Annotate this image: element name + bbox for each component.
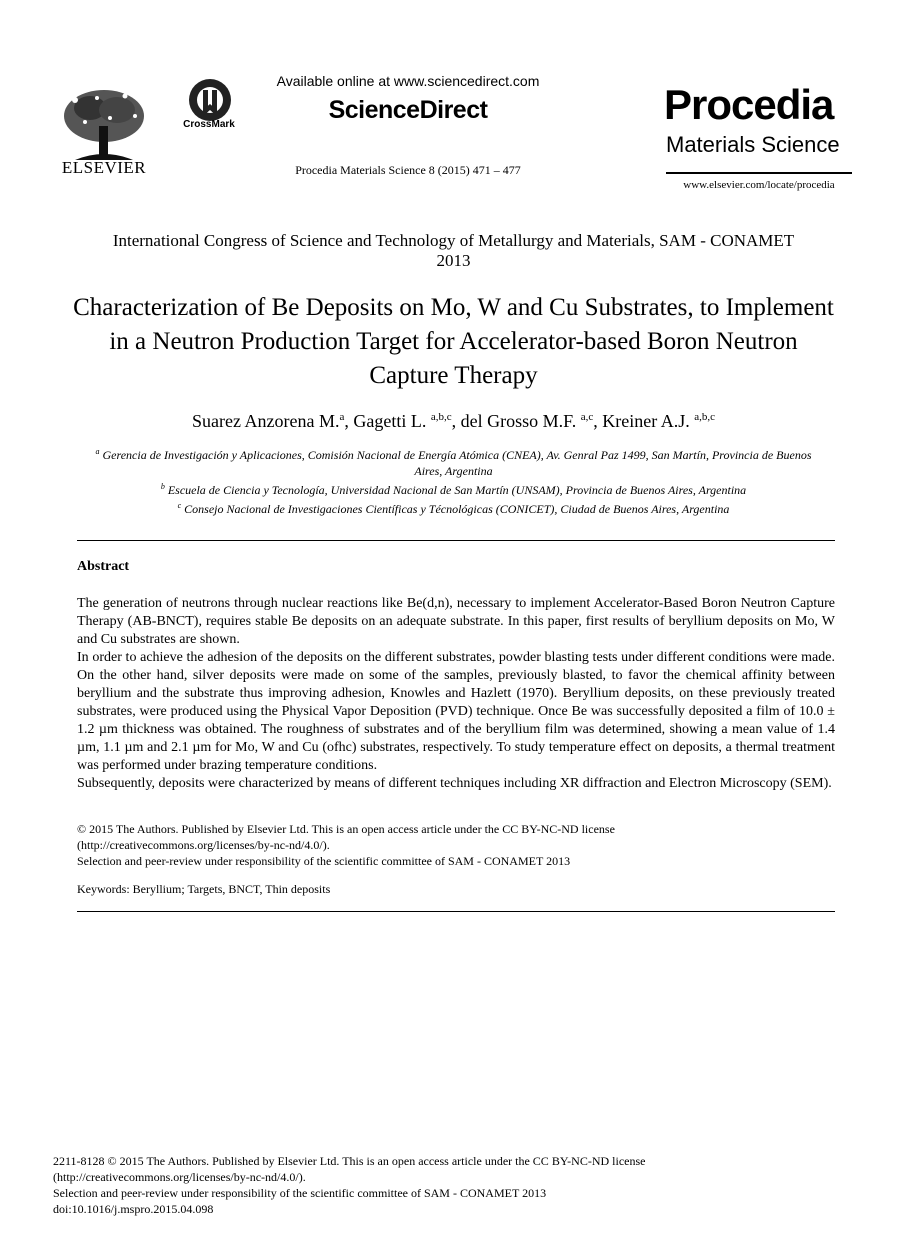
abstract-body	[77, 595, 835, 793]
peer-review-line: Selection and peer-review under responsibility of the scientific committee of SAM - CONAMET 2013	[77, 854, 571, 868]
author-name: del Grosso M.F.	[460, 411, 581, 431]
footer-issn-line: 2211-8128 © 2015 The Authors. Published by Elsevier Ltd. This is an open access article under the CC BY-NC-ND license	[53, 1154, 646, 1168]
affiliation-label: c	[177, 501, 182, 510]
author-name: Kreiner A.J.	[602, 411, 695, 431]
affiliation-text: Gerencia de Investigación y Aplicaciones, Comisión Nacional de Energía Atómica (CNEA), Av. Genral Paz 1499, San Martín, Provincia de Buenos Aires, Argentina	[102, 448, 812, 478]
license-block	[77, 821, 835, 869]
procedia-divider	[666, 172, 852, 174]
author-affil-marker: a,b,c	[694, 411, 715, 423]
license-link[interactable]: (http://creativecommons.org/licenses/by-nc-nd/4.0/).	[77, 838, 330, 852]
procedia-wordmark: Procedia	[664, 81, 834, 128]
abstract-paragraph: In order to achieve the adhesion of the deposits on the different substrates, powder blasting tests under different conditions were made. On the other hand, silver deposits were made on some of the samples, previously blasted, to favor the chemical affinity between beryllium and the substrate thus improving adhesion, Knowles and Hazlett (1970). Beryllium deposits, on these previously treated substrates, were produced using the Physical Vapor Deposition (PVD) technique. Once Be was successfully deposited a film of 10.0 ± 1.2 µm thickness was obtained. The roughness of substrates and of the beryllium film was determined, showing a mean value of 1.4 µm, 1.1 µm and 2.1 µm for Mo, W and Cu (ofhc) substrates, respectively. To study temperature effect on deposits, a thermal treatment was performed under brazing temperature conditions.	[77, 650, 835, 773]
affiliation-text: Escuela de Ciencia y Tecnología, Universidad Nacional de San Martín (UNSAM), Provincia de Buenos Aires, Argentina	[167, 483, 747, 497]
author-affil-marker: a	[339, 411, 345, 423]
author-affil-marker: a,b,c	[430, 411, 452, 423]
crossmark-label: CrossMark	[183, 119, 235, 130]
journal-citation: Procedia Materials Science 8 (2015) 471 – 477	[295, 163, 521, 177]
footer-peer-review: Selection and peer-review under responsibility of the scientific committee of SAM - CONAMET 2013	[53, 1186, 547, 1200]
author-name: Gagetti L.	[353, 411, 431, 431]
footer-doi[interactable]: doi:10.1016/j.mspro.2015.04.098	[53, 1202, 214, 1216]
congress-name: International Congress of Science and Technology of Metallurgy and Materials, SAM - CONAMET 2013	[112, 231, 795, 270]
page-footer	[53, 1153, 853, 1217]
author-separator: ,	[344, 411, 354, 431]
author-separator: ,	[451, 411, 461, 431]
affiliation-list	[85, 444, 822, 517]
author-name: Suarez Anzorena M.	[192, 411, 340, 431]
affiliation-item	[85, 498, 822, 517]
abstract-bottom-rule	[77, 911, 835, 912]
author-list	[70, 405, 837, 433]
footer-license-link[interactable]: (http://creativecommons.org/licenses/by-nc-nd/4.0/).	[53, 1170, 306, 1184]
affiliation-text: Consejo Nacional de Investigaciones Científicas y Técnológicas (CONICET), Ciudad de Buenos Aires, Argentina	[184, 502, 730, 516]
affiliation-item	[85, 444, 822, 479]
sciencedirect-wordmark[interactable]: ScienceDirect	[328, 96, 488, 124]
affiliation-label: b	[160, 482, 165, 491]
abstract-paragraph: The generation of neutrons through nuclear reactions like Be(d,n), necessary to implement Accelerator-Based Boron Neutron Capture Therapy (AB-BNCT), requires stable Be deposits on an adequate substrate. In this paper, first results of beryllium deposits on Mo, W and Cu substrates are shown.	[77, 596, 835, 647]
procedia-url[interactable]: www.elsevier.com/locate/procedia	[683, 179, 835, 191]
affiliation-label: a	[95, 447, 100, 456]
paper-title: Characterization of Be Deposits on Mo, W and Cu Substrates, to Implement in a Neutron Production Target for Accelerator-based Boron Neutron Capture Therapy	[73, 294, 834, 389]
affiliation-item	[85, 479, 822, 498]
available-online-text: Available online at www.sciencedirect.com	[276, 73, 540, 89]
license-line: © 2015 The Authors. Published by Elsevier Ltd. This is an open access article under the CC BY-NC-ND license	[77, 822, 615, 836]
abstract-heading: Abstract	[77, 559, 130, 574]
abstract-paragraph: Subsequently, deposits were characterized by means of different techniques including XR diffraction and Electron Microscopy (SEM).	[77, 776, 832, 791]
abstract-top-rule	[77, 540, 835, 541]
author-affil-marker: a,c	[580, 411, 594, 423]
author-separator: ,	[593, 411, 603, 431]
procedia-subtitle: Materials Science	[666, 132, 840, 157]
keywords: Keywords: Beryllium; Targets, BNCT, Thin deposits	[77, 882, 331, 896]
elsevier-wordmark: ELSEVIER	[61, 158, 147, 177]
